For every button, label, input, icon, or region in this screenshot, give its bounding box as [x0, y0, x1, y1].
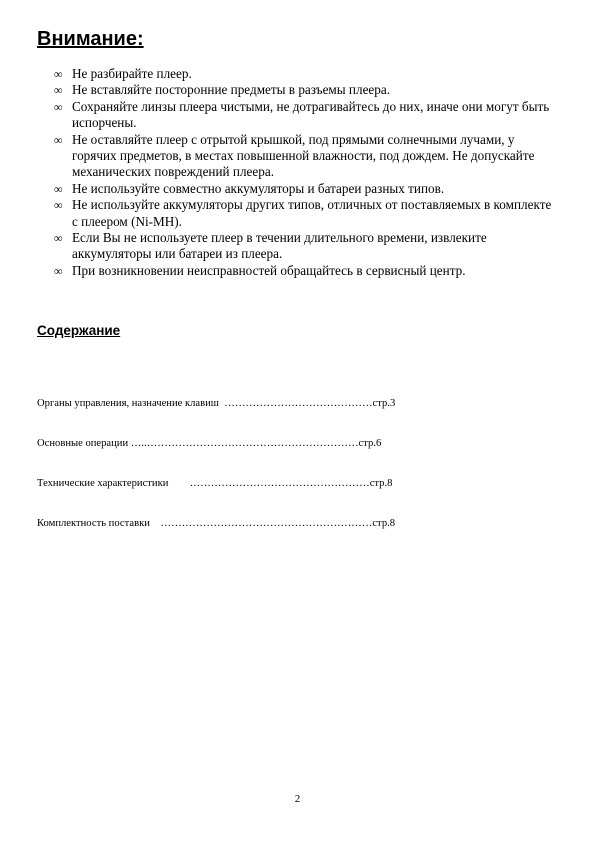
- warning-item: [54, 66, 554, 82]
- warning-item-text: Если Вы не используете плеер в течении длительного времени, извлеките аккумуляторы или батареи из плеера.: [72, 230, 487, 262]
- infinity-bullet-icon: ∞: [54, 181, 63, 196]
- warning-item: [54, 181, 554, 197]
- toc-entry-specifications: Технические характеристики ……………………………………………стр.8: [37, 478, 393, 490]
- warning-item: [54, 99, 554, 132]
- warning-item-text: Не используйте совместно аккумуляторы и батареи разных типов.: [72, 180, 445, 196]
- infinity-bullet-icon: ∞: [54, 83, 63, 98]
- warning-item-text: Не используйте аккумуляторы других типов, отличных от поставляемых в комплекте с плеером (Ni-MH).: [72, 197, 552, 229]
- infinity-bullet-icon: ∞: [54, 198, 63, 213]
- warning-item: [54, 197, 554, 230]
- contents-heading: Содержание: [37, 323, 121, 338]
- page-number: 2: [294, 793, 301, 805]
- infinity-bullet-icon: ∞: [54, 67, 63, 81]
- warning-item: [54, 132, 554, 181]
- table-of-contents: [37, 370, 477, 544]
- infinity-bullet-icon: ∞: [54, 231, 63, 246]
- infinity-bullet-icon: ∞: [54, 132, 63, 147]
- infinity-bullet-icon: ∞: [54, 263, 63, 278]
- warning-item: [54, 263, 554, 279]
- toc-entry-controls: Органы управления, назначение клавиш ……………………………………стр.3: [37, 397, 396, 409]
- infinity-bullet-icon: ∞: [54, 99, 63, 114]
- warning-item-text: Не разбирайте плеер.: [72, 66, 192, 81]
- warning-heading: Внимание:: [37, 28, 144, 50]
- warning-item-text: Сохраняйте линзы плеера чистыми, не дотрагивайтесь до них, иначе они могут быть испорчены.: [72, 98, 550, 131]
- warning-item: [54, 230, 554, 263]
- warning-item-text: Не вставляйте посторонние предметы в разъемы плеера.: [72, 82, 391, 98]
- toc-entry-basic-operations: Основные операции …..……………………………………………………стр.6: [37, 438, 382, 450]
- warning-item-text: При возникновении неисправностей обращайтесь в сервисный центр.: [72, 262, 466, 278]
- toc-entry-package-contents: Комплектность поставки ……………………………………………………стр.8: [37, 518, 396, 530]
- warning-item-text: Не оставляйте плеер с отрытой крышкой, под прямыми солнечными лучами, у горячих предметов, в местах повышенной влажности, под дождем. Не допускайте механических повреждений плеера.: [72, 131, 535, 180]
- warning-item: [54, 82, 554, 98]
- warning-list: [54, 66, 554, 279]
